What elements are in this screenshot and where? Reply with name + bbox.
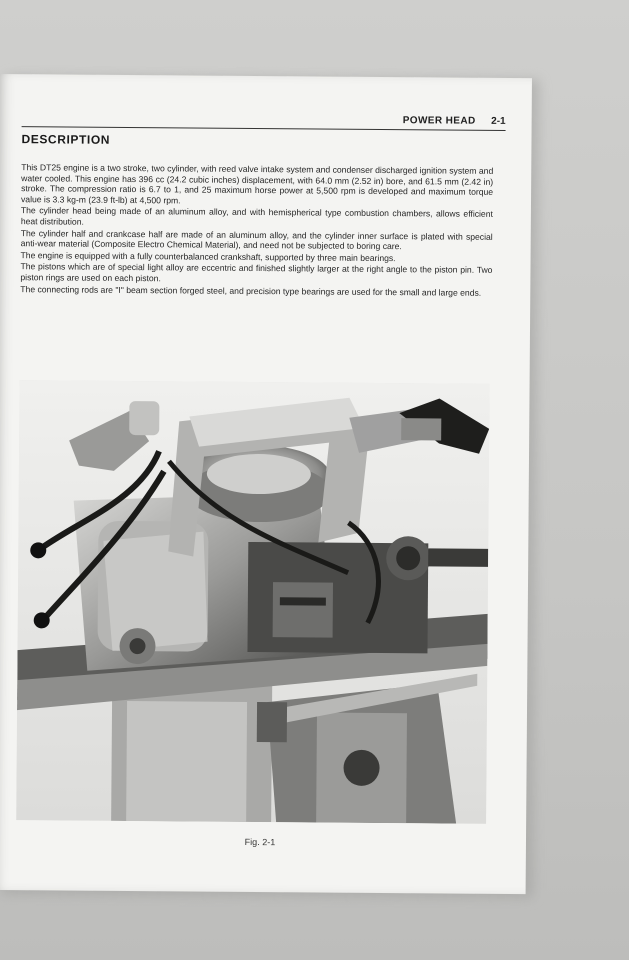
- section-title: POWER HEAD: [402, 115, 476, 127]
- page-number: 2-1: [491, 115, 506, 127]
- paragraph-engine-specs: This DT25 engine is a two stroke, two cylinder, with reed valve intake system and condenser discharged ignition system and water cooled. This engine has 396 cc (24.2 cubic inches) displacement, with 64.0 mm (2.52 in) bore, and 61.5 mm (2.42 in) stroke. The compression ratio is 6.7 to 1, and 25 maximum horse power at 5,500 rpm is developed and maximum torque value is 3.3 kg-m (23.9 ft-lb) at 4,500 rpm.: [20, 162, 494, 206]
- outboard-engine-illustration: [16, 380, 489, 824]
- paragraph-cylinder-head: The cylinder head being made of an aluminum alloy, and with hemispherical type combustion chambers, allows efficient heat distribution.: [20, 205, 493, 227]
- header-rule: [22, 126, 506, 131]
- description-heading: DESCRIPTION: [21, 132, 111, 147]
- page-header: [22, 112, 506, 132]
- paragraph-cylinder-crankcase: The cylinder half and crankcase half are made of an aluminum alloy, and the cylinder inner surface is plated with special anti-wear material (Composite Electro Chemical Material), and need not be subjected to boring care.: [20, 227, 493, 252]
- description-body: [20, 162, 493, 299]
- paragraph-pistons: The pistons which are of special light alloy are eccentric and finished slightly larger at the right angle to the piston pin. Two piston rings are used on each piston.: [20, 261, 493, 284]
- paragraph-connecting-rods: The connecting rods are "I" beam section forged steel, and precision type bearings are used for the small and large ends.: [20, 283, 482, 298]
- paragraph-crankshaft: The engine is equipped with a fully counterbalanced crankshaft, supported by three main bearings.: [20, 249, 396, 263]
- figure-caption: Fig. 2-1: [244, 836, 276, 848]
- manual-page: [0, 74, 532, 894]
- engine-photo: [16, 380, 489, 824]
